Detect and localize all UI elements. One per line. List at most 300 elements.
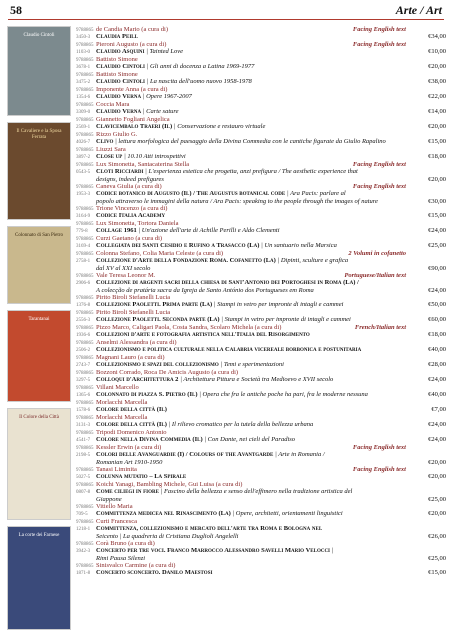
entry-subtitle: | Gli anni di docenza a Latina 1969-1977 [146, 63, 255, 70]
cover-title: Il Cavaliere e la Sposa Ferrata [16, 129, 62, 140]
isbn-suffix: 3297-5 [76, 378, 91, 383]
continuation-text: Seicento | La quadreria di Cristiana Duglioli Angelelli [96, 533, 239, 540]
entry-subtitle: | Il rilievo cromatico per la tutela della bellezza urbana [168, 421, 314, 428]
entry-author-line [76, 518, 446, 525]
entry-title-line [76, 391, 446, 399]
catalog-entry [76, 161, 446, 183]
entry-price: €38,00 [428, 78, 446, 85]
isbn-suffix: 1936-6 [76, 333, 91, 338]
entry-title-line [76, 123, 446, 131]
entry-subtitle: | Con Dante, nei cieli del Paradiso [204, 436, 296, 443]
entry-title: Colonnato di piazza S. Pietro (Il) [96, 391, 198, 398]
entry-price: €20,00 [428, 459, 446, 466]
entry-author: Koichi Yanagi, Bambling Michele, Gui Luisa (a cura di) [96, 481, 243, 488]
entry-author-line [76, 220, 446, 227]
entry-continuation [76, 287, 446, 294]
isbn-prefix: 9788865 [76, 468, 94, 473]
isbn-suffix: 1103-0 [76, 50, 90, 55]
language-note: Portuguese/Italian text [344, 272, 406, 279]
isbn-prefix: 9788865 [76, 185, 94, 190]
entry-title-line [76, 138, 446, 146]
isbn-prefix: 9788865 [76, 296, 94, 301]
entry-author-line [76, 26, 446, 33]
entry-title-line [76, 346, 446, 354]
catalog-entry [76, 183, 446, 205]
entry-price: €15,00 [428, 569, 446, 576]
entry-author-line [76, 235, 446, 242]
entry-author: de Candia Mario (a cura di) [96, 26, 169, 33]
entry-author: Tripodi Domenico Antonio [96, 429, 167, 436]
entry-title-line [76, 212, 446, 220]
isbn-prefix: 9788865 [76, 386, 94, 391]
isbn-prefix: 9788865 [76, 163, 94, 168]
entry-author-line [76, 429, 446, 436]
entry-subtitle: | La nascita dell'uomo nuovo 1958-1978 [146, 78, 252, 85]
catalog-entry [76, 562, 446, 577]
isbn-suffix: 3942-3 [76, 549, 91, 554]
entry-price: €15,00 [428, 212, 446, 219]
entry-author-line [76, 56, 446, 63]
entry-title: Collage 1961 [96, 227, 137, 234]
isbn-prefix: 9788865 [76, 542, 94, 547]
isbn-suffix: 0807-8 [76, 490, 91, 495]
entry-author-line [76, 540, 446, 547]
entry-title: Claudio Verna [96, 93, 142, 100]
entry-author-line [76, 183, 446, 190]
entry-subtitle: | [331, 547, 334, 554]
entry-title: Colunna mutatio – La Spirale [96, 473, 187, 480]
entry-title-line [76, 108, 446, 116]
book-cover [7, 526, 71, 630]
entry-author: Curti Francesca [96, 518, 137, 525]
continuation-text: Romanian Art 1910-1950 [96, 459, 163, 466]
entry-author-line [76, 116, 446, 123]
entry-subtitle: | Opere 1967-2007 [142, 93, 192, 100]
entry-author-line [76, 354, 446, 361]
catalog-entry [76, 429, 446, 444]
entry-price: €10,00 [428, 48, 446, 55]
entry-title: Codice Italia Academy [96, 212, 166, 219]
cover-title: Colonnato di San Pietro [15, 233, 63, 238]
catalog-entry [76, 272, 446, 294]
catalog-entry [76, 116, 446, 131]
entry-title-line [76, 153, 446, 161]
book-cover [7, 122, 71, 220]
cover-title: Claudio Cintoli [23, 33, 55, 38]
catalog-entry [76, 324, 446, 339]
isbn-prefix: 9788865 [76, 148, 94, 153]
entry-title: Claudio Cintoli [96, 63, 145, 70]
entry-title: Collezione di argenti sacri della chiesa di Sant'Antonio dei Portoghesi in Roma (La) / [96, 279, 359, 286]
entry-price: €20,00 [428, 473, 446, 480]
entry-author-line [76, 86, 446, 93]
entry-price: €34,00 [428, 33, 446, 40]
entry-author: Liuzzi Sara [96, 146, 126, 153]
isbn-suffix: 1871-8 [76, 571, 91, 576]
entry-author: Magnani Lauro (a cura di) [96, 354, 165, 361]
entry-title: Colore della città (Il) [96, 406, 167, 413]
continuation-text: Rimi Pausa Silenzi [96, 555, 146, 562]
language-note: Facing English text [352, 26, 406, 33]
page-header [0, 0, 452, 22]
entry-title: Cloti Ricciardi [96, 168, 144, 175]
catalog-entry [76, 235, 446, 250]
entry-continuation [76, 533, 446, 540]
entry-title-line [76, 301, 446, 309]
entry-price: €20,00 [428, 176, 446, 183]
catalog-entry [76, 309, 446, 324]
entry-author-line [76, 309, 446, 316]
entry-author-line [76, 41, 446, 48]
entry-price: €24,00 [428, 421, 446, 428]
entry-price: €18,00 [428, 331, 446, 338]
book-cover [7, 408, 71, 520]
isbn-suffix: 4026-7 [76, 140, 91, 145]
entry-price: €25,00 [428, 242, 446, 249]
entry-subtitle: | Arte in Romania / [274, 451, 325, 458]
book-cover [7, 26, 71, 116]
entry-continuation [76, 265, 446, 272]
entry-title-line [76, 168, 446, 176]
entry-continuation [76, 555, 446, 562]
isbn-suffix: 1354-6 [76, 95, 91, 100]
entry-title: Collezioni d'arte e fotografia artistica nell'Italia del Risorgimento [96, 331, 310, 338]
isbn-suffix: 2198-5 [76, 453, 91, 458]
language-note: Facing English text [352, 161, 406, 168]
entry-title: Come ciliegi in fiore [96, 488, 159, 495]
entry-title-line [76, 316, 446, 324]
entry-author: Battisto Simone [96, 71, 138, 78]
isbn-prefix: 9788865 [76, 446, 94, 451]
entry-title: Collezione Paoletti. Seconda parte (La) [96, 316, 220, 323]
catalog-entry [76, 205, 446, 220]
entry-author: Pirito Biroli Stefanelli Lucia [96, 309, 171, 316]
entry-author-line [76, 562, 446, 569]
entry-title-line [76, 421, 446, 429]
entry-price: €14,00 [428, 108, 446, 115]
entry-author-line [76, 369, 446, 376]
catalog-entry [76, 131, 446, 146]
entry-author-line [76, 272, 446, 279]
entry-author: Curzi Gaetano (a cura di) [96, 235, 163, 242]
entry-title-line [76, 242, 446, 250]
isbn-prefix: 9788865 [76, 118, 94, 123]
isbn-prefix: 9788865 [76, 371, 94, 376]
isbn-prefix: 9788865 [76, 237, 94, 242]
isbn-prefix: 9788865 [76, 326, 94, 331]
isbn-suffix: 1376-8 [76, 303, 91, 308]
entry-price: €24,00 [428, 436, 446, 443]
entry-subtitle: | Un santuario nella Marsica [261, 242, 337, 249]
entry-title: Codice botanico di Augusto (Il) / The Augustus botanical code [96, 190, 286, 197]
isbn-prefix: 9788865 [76, 133, 94, 138]
isbn-prefix: 9788865 [76, 88, 94, 93]
book-cover [7, 226, 71, 304]
entry-title-line [76, 78, 446, 86]
isbn-prefix: 9788865 [76, 28, 94, 33]
entry-subtitle: | Architettura Pittura e Società tra Medioevo e XVII secolo [180, 376, 334, 383]
entry-subtitle: | Conservazione e restauro virtuale [173, 123, 266, 130]
entry-author-line [76, 71, 446, 78]
isbn-prefix: 9788865 [76, 505, 94, 510]
catalog-entry [76, 250, 446, 272]
entry-title: Claudia Peill [96, 33, 138, 40]
isbn-suffix: 3678-1 [76, 65, 91, 70]
entry-title: Close up [96, 153, 123, 160]
entry-price: €50,00 [428, 301, 446, 308]
entry-author: Imponente Anna (a cura di) [96, 86, 168, 93]
entry-title-line [76, 331, 446, 339]
entry-title-line [76, 525, 446, 533]
entry-price: €15,00 [428, 138, 446, 145]
entry-author-line [76, 414, 446, 421]
entry-title: Collezione Paoletti. Prima parte (La) [96, 301, 213, 308]
entry-subtitle: | L'esperienza estetica che progetta, anzi prefigura / The aesthetic experience that [145, 168, 358, 175]
isbn-suffix: 2758-1 [76, 259, 91, 264]
entry-author: Vale Teresa Leonor M. [96, 272, 156, 279]
entry-author: Villani Marcello [96, 384, 139, 391]
isbn-prefix: 9788865 [76, 431, 94, 436]
entry-author-line [76, 399, 446, 406]
entry-price: €24,00 [428, 376, 446, 383]
isbn-suffix: 779-8 [76, 229, 88, 234]
language-note: Facing English text [352, 41, 406, 48]
entry-author-line [76, 466, 446, 473]
entry-title-line [76, 279, 446, 287]
section-title: Arte / Art [395, 3, 442, 17]
isbn-suffix: 1218-1 [76, 527, 91, 532]
language-note: Facing English text [352, 466, 406, 473]
entry-title: Committenza, collezionismo e mercato dell'arte tra Roma e Bologna nel [96, 525, 323, 532]
isbn-suffix: 3309-0 [76, 110, 91, 115]
entry-continuation [76, 198, 446, 205]
entry-author: Giannetto Fogliani Angelica [96, 116, 170, 123]
entry-price: €40,00 [428, 391, 446, 398]
isbn-suffix: 3164-9 [76, 214, 91, 219]
entry-author-line [76, 250, 446, 257]
entry-title: Colloqui d'Architettura 2 [96, 376, 179, 383]
entry-price: €90,00 [428, 265, 446, 272]
entry-title: Concerto sconcerto. Danilo Maestosi [96, 569, 213, 576]
catalog-entry [76, 503, 446, 518]
entry-author: Lux Simonetta, Tortora Daniela [96, 220, 179, 227]
header-rule [8, 19, 444, 20]
entry-title: Colori delle Avanguardie (I) / Colours of the Avantgarde [96, 451, 274, 458]
catalog-entry [76, 369, 446, 384]
entry-price: €30,00 [428, 198, 446, 205]
entry-title-line [76, 451, 446, 459]
isbn-suffix: 4541-7 [76, 438, 91, 443]
entry-continuation [76, 459, 446, 466]
entry-subtitle: | Un'azione dell'arte di Achille Perilli e Aldo Clementi [138, 227, 280, 234]
catalog-entry [76, 41, 446, 56]
entry-author-line [76, 146, 446, 153]
entry-title: Clivo [96, 138, 114, 145]
entry-title: Collezione d'Arte della Fondazione Roma. Cofanetto (La) [96, 257, 276, 264]
isbn-suffix: 2506-2 [76, 348, 91, 353]
isbn-prefix: 9788865 [76, 520, 94, 525]
entry-price: €7,00 [431, 406, 446, 413]
isbn-suffix: 709-5 [76, 512, 88, 517]
entry-title: Collegiata dei Santi Cesidio e Rufino a Trasacco (La) [96, 242, 260, 249]
entry-title: Concerto per tre voci. Franco Marrocco Alessandro Savelli Mario Velocci [96, 547, 331, 554]
entry-title-line [76, 361, 446, 369]
entry-price: €22,00 [428, 93, 446, 100]
isbn-prefix: 9788865 [76, 207, 94, 212]
language-note: Facing English text [352, 444, 406, 451]
catalog-entry [76, 384, 446, 399]
entry-price: €18,00 [428, 153, 446, 160]
entry-author: Rizzo Giulio G. [96, 131, 138, 138]
catalog-entry [76, 56, 446, 71]
entry-title-line [76, 63, 446, 71]
isbn-suffix: 2569-1 [76, 125, 91, 130]
isbn-suffix: 2556-3 [76, 318, 91, 323]
isbn-prefix: 9788865 [76, 341, 94, 346]
entry-subtitle: | Tainted Love [146, 48, 184, 55]
isbn-suffix: 0543-5 [76, 170, 91, 175]
entry-title-line [76, 33, 446, 41]
isbn-prefix: 9788865 [76, 58, 94, 63]
entry-author: Pieroni Augusto (a cura di) [96, 41, 167, 48]
entry-subtitle: | 10.10 Atti introspettivi [123, 153, 186, 160]
isbn-suffix: 3169-4 [76, 244, 91, 249]
isbn-prefix: 9788865 [76, 356, 94, 361]
entry-title-line [76, 473, 446, 481]
entry-subtitle: | Dipinti, sculture e grafica [277, 257, 349, 264]
entry-price: €24,00 [428, 227, 446, 234]
entry-author-line [76, 339, 446, 346]
language-note: Facing English text [352, 183, 406, 190]
isbn-suffix: 1953-3 [76, 192, 91, 197]
entry-author: Coccia Mara [96, 101, 130, 108]
entry-subtitle: | Carte sature [142, 108, 179, 115]
catalog-entry [76, 220, 446, 235]
entry-title-line [76, 510, 446, 518]
entry-price: €20,00 [428, 510, 446, 517]
catalog-entry [76, 26, 446, 41]
catalog-entry [76, 354, 446, 369]
entry-title-line [76, 48, 446, 56]
entry-continuation [76, 496, 446, 503]
catalog-entry [76, 294, 446, 309]
entry-author: Trione Vincenzo (a cura di) [96, 205, 168, 212]
entry-price: €60,00 [428, 316, 446, 323]
isbn-prefix: 9788865 [76, 252, 94, 257]
isbn-prefix: 9788865 [76, 564, 94, 569]
entry-author: Pizzo Marco, Caligari Paola, Costa Sandra, Scolaro Michela (a cura di) [96, 324, 282, 331]
entry-author-line [76, 384, 446, 391]
entry-author: Kessler Erwin (a cura di) [96, 444, 162, 451]
entry-author: Bozzoni Corrado, Roca De Amicis Augusto (a cura di) [96, 369, 239, 376]
entry-author: Vitiello Maria [96, 503, 133, 510]
cover-title: Tarantanai [28, 317, 50, 322]
cover-title: La corte dei Farnese [18, 533, 60, 538]
isbn-suffix: 1578-6 [76, 408, 91, 413]
catalog-entry [76, 540, 446, 562]
catalog-entry [76, 481, 446, 503]
continuation-text: dal XV al XXI secolo [96, 265, 151, 272]
catalog-entry [76, 101, 446, 116]
entry-title: Clavicembalo Traeri (Il) [96, 123, 173, 130]
isbn-suffix: 2743-7 [76, 363, 91, 368]
entry-author: Caneva Giulia (a cura di) [96, 183, 162, 190]
catalog-entry [76, 339, 446, 354]
entry-title-line [76, 376, 446, 384]
entry-subtitle: | Fascino della bellezza e senso dell'effimero nella tradizione artistica del [160, 488, 353, 495]
entry-title-line [76, 190, 446, 198]
entry-author: Sinisvalco Carmine (a cura di) [96, 562, 176, 569]
entry-title-line [76, 227, 446, 235]
entry-author-line [76, 205, 446, 212]
entry-author: Battisto Simone [96, 56, 138, 63]
catalog-entry [76, 71, 446, 86]
language-note: French/Italian text [354, 324, 406, 331]
cover-column [7, 26, 71, 636]
entry-title-line [76, 488, 446, 496]
entry-subtitle: | Opere, architetti, orientamenti linguistici [232, 510, 343, 517]
entry-title-line [76, 257, 446, 265]
catalog-entry [76, 466, 446, 481]
entry-title-line [76, 93, 446, 101]
entry-price: €20,00 [428, 123, 446, 130]
isbn-suffix: 3450-3 [76, 35, 91, 40]
entry-title: Claudio Verna [96, 108, 142, 115]
entry-author: Pirito Biroli Stefanelli Lucia [96, 294, 171, 301]
catalog-entry [76, 399, 446, 414]
entry-author: Tanasi Liminita [96, 466, 137, 473]
isbn-suffix: 5027-5 [76, 475, 91, 480]
entry-continuation [76, 176, 446, 183]
entry-title-line [76, 436, 446, 444]
entry-author: Anselmi Alessandra (a cura di) [96, 339, 177, 346]
isbn-prefix: 9788865 [76, 222, 94, 227]
entry-author-line [76, 444, 446, 451]
catalog-entry [76, 518, 446, 540]
entry-price: €40,00 [428, 346, 446, 353]
isbn-prefix: 9788865 [76, 401, 94, 406]
language-note: 2 Volumi in cofanetto [348, 250, 406, 257]
continuation-text: A colecção de pratária sacra da Igreja de Santo António dos Portugueses em Roma [96, 287, 314, 294]
entry-subtitle: | Opera che fra le antiche poche ha pari, fra le moderne nessuna [199, 391, 368, 398]
entry-price: €24,00 [428, 287, 446, 294]
page-number: 58 [10, 3, 22, 17]
entry-price: €25,00 [428, 555, 446, 562]
continuation-text: popolo attraverso le immagini della natura / Ara Pacis: speaking to the people through the images of nature [96, 198, 378, 205]
isbn-suffix: 3475-2 [76, 80, 91, 85]
entry-price: €26,00 [428, 533, 446, 540]
isbn-suffix: 1365-6 [76, 393, 91, 398]
catalog-entry [76, 146, 446, 161]
entry-title: Committenza medicea nel Rinascimento (La) [96, 510, 231, 517]
entry-author: Corà Bruno (a cura di) [96, 540, 155, 547]
entry-author: Lux Simonetta, Santacaterina Stella [96, 161, 190, 168]
isbn-prefix: 9788865 [76, 73, 94, 78]
isbn-suffix: 3897-2 [76, 155, 91, 160]
continuation-text: Giappone [96, 496, 122, 503]
isbn-prefix: 9788865 [76, 483, 94, 488]
entry-price: €20,00 [428, 63, 446, 70]
entry-author-line [76, 503, 446, 510]
entry-author: Colonna Stefano, Colia Maria Celeste (a cura di) [96, 250, 224, 257]
entry-subtitle: | Stampi in vetro per impronte di intagli e cammei [213, 301, 344, 308]
entry-subtitle: | Stampi in vetro per impronte di intagli e cammei [221, 316, 351, 323]
entry-title: Collezionismo e politica culturale nella Calabria vicereale borbonica e postunitaria [96, 346, 362, 353]
entry-author: Morlacchi Marcella [96, 414, 148, 421]
entry-price: €25,00 [428, 496, 446, 503]
entry-author-line [76, 101, 446, 108]
entry-price: €28,00 [428, 361, 446, 368]
